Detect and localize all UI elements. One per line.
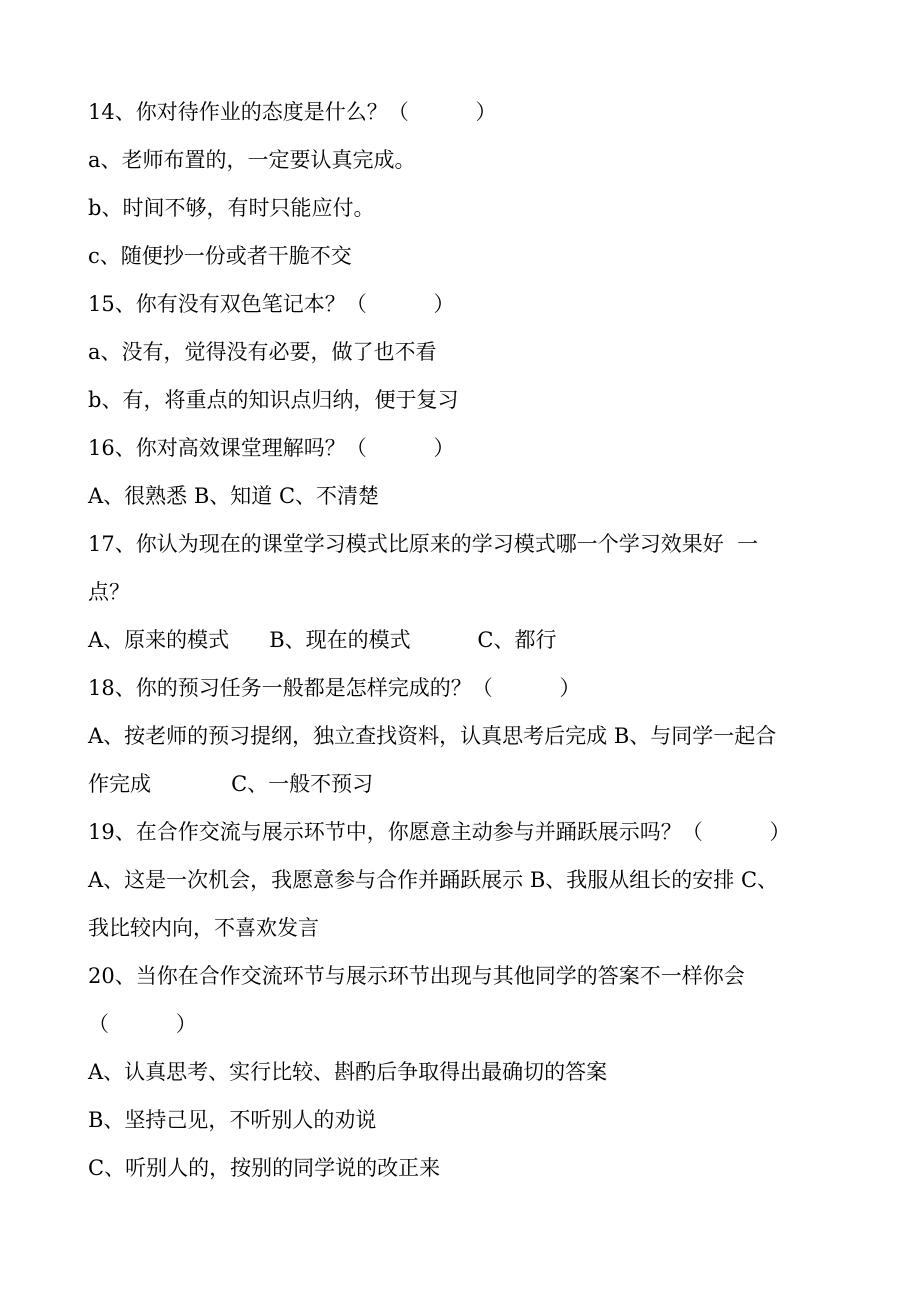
question-15-option-a: a、没有，觉得没有必要，做了也不看 — [88, 340, 437, 364]
question-19-options: A、这是一次机会，我愿意参与合作并踊跃展示 B、我服从组长的安排 C、 — [88, 868, 779, 892]
question-18-options: A、按老师的预习提纲，独立查找资料，认真思考后完成 B、与同学一起合 — [88, 724, 777, 748]
question-20-option-b: B、坚持己见，不听别人的劝说 — [88, 1108, 377, 1132]
question-15-option-b: b、有，将重点的知识点归纳，便于复习 — [88, 388, 459, 412]
question-20: 20、当你在合作交流环节与展示环节出现与其他同学的答案不一样你会 — [88, 964, 745, 988]
question-17-options: A、原来的模式 B、现在的模式 C、都行 — [88, 628, 557, 652]
question-16-options: A、很熟悉 B、知道 C、不清楚 — [88, 484, 380, 508]
question-18: 18、你的预习任务一般都是怎样完成的？（ ） — [88, 676, 581, 700]
question-16: 16、你对高效课堂理解吗？（ ） — [88, 436, 455, 460]
question-14-option-a: a、老师布置的，一定要认真完成。 — [88, 148, 416, 172]
question-19-options-cont: 我比较内向，不喜欢发言 — [88, 916, 319, 940]
question-17: 17、你认为现在的课堂学习模式比原来的学习模式哪一个学习效果好 一 — [88, 532, 759, 556]
question-20-option-a: A、认真思考、实行比较、斟酌后争取得出最确切的答案 — [88, 1060, 608, 1084]
question-18-options-cont: 作完成 C、一般不预习 — [88, 772, 374, 796]
question-17-cont: 点？ — [88, 580, 130, 604]
question-15: 15、你有没有双色笔记本？（ ） — [88, 292, 455, 316]
question-20-answer-blank: （ ） — [88, 1012, 197, 1036]
question-14: 14、你对待作业的态度是什么？（ ） — [88, 100, 497, 124]
question-20-option-c: C、听别人的，按别的同学说的改正来 — [88, 1156, 441, 1180]
question-19: 19、在合作交流与展示环节中，你愿意主动参与并踊跃展示吗？（ ） — [88, 820, 791, 844]
question-14-option-c: c、随便抄一份或者干脆不交 — [88, 244, 352, 268]
question-14-option-b: b、时间不够，有时只能应付。 — [88, 196, 375, 220]
